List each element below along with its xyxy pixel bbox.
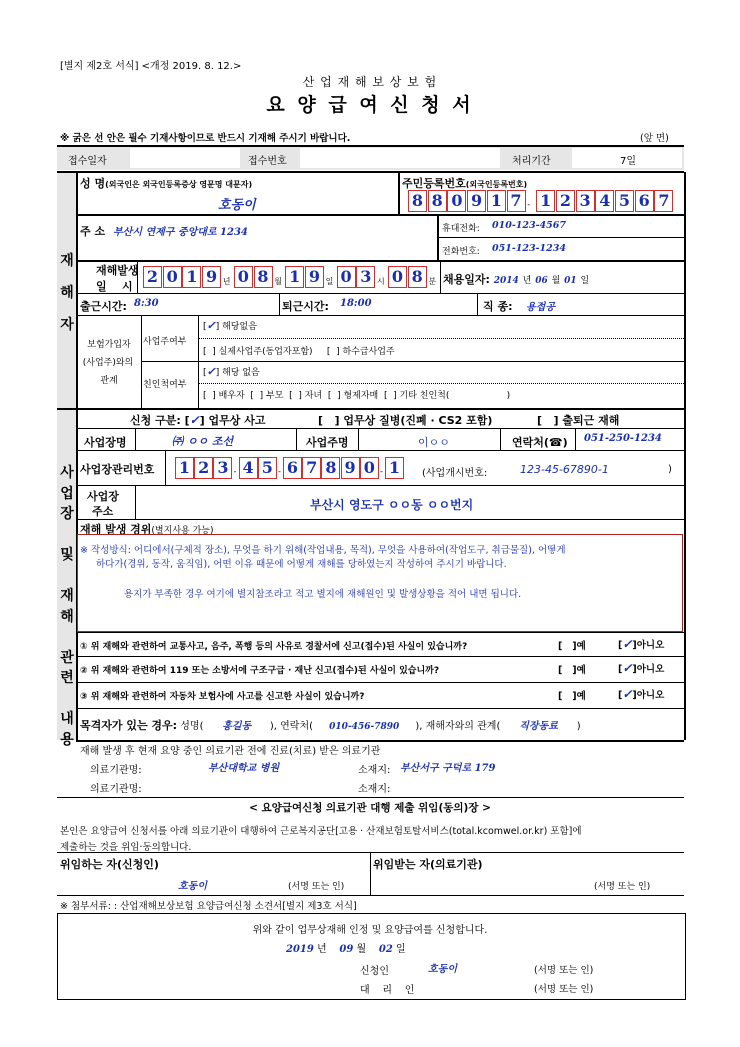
q2-no-check: ✓ <box>622 661 633 675</box>
accident-digit[interactable]: 9 <box>305 266 324 288</box>
accident-digit[interactable]: 9 <box>202 266 221 288</box>
type-disease-option[interactable]: [ ] 업무상 질병(진폐 · CS2 포함) <box>318 414 493 427</box>
start-time-label: 출근시간: <box>80 300 127 313</box>
owner-label: 사업주여부 <box>143 337 187 347</box>
receipt-no-label: 접수번호 <box>248 156 287 167</box>
required-notice: ※ 굵은 선 안은 필수 기재사항이므로 반드시 기재해 주시기 바랍니다. <box>60 133 351 144</box>
hire-year[interactable]: 2014 <box>493 276 519 286</box>
form-title: 요 양 급 여 신 청 서 <box>266 94 474 116</box>
mobile-value[interactable]: 010-123-4567 <box>492 220 566 231</box>
inst2-label: 의료기관명: <box>90 784 142 795</box>
name-note: (외국인은 외국인등록증상 영문명 대문자) <box>105 180 253 189</box>
agent-sign-note: (서명 또는 인) <box>534 984 594 995</box>
question-3: ③ 위 재해와 관련하여 자동차 보험사에 사고를 신고한 사실이 있습니까? <box>80 692 365 702</box>
accident-unit: 년 <box>222 277 231 286</box>
rrn-digit[interactable]: 7 <box>507 190 526 212</box>
section-worker-1: 재 <box>60 253 74 269</box>
phone-label: 전화번호: <box>442 247 480 257</box>
rrn-digit[interactable]: 0 <box>447 190 466 212</box>
rrn-note: (외국인등록번호) <box>465 180 528 189</box>
accident-digit[interactable]: 8 <box>254 266 273 288</box>
q3-no-label: 아니오 <box>636 690 665 701</box>
rrn-digit[interactable]: 6 <box>635 190 654 212</box>
sign-day-unit: 일 <box>396 944 406 955</box>
phone-value[interactable]: 051-123-1234 <box>492 243 566 254</box>
mgmt-separator: - <box>380 467 383 476</box>
applicant-label: 신청인 <box>360 966 389 977</box>
section-worker-2: 해 <box>60 285 74 301</box>
page-side: (앞 면) <box>640 133 669 144</box>
start-no[interactable]: 123-45-67890-1 <box>520 463 609 476</box>
process-note: (별지사용 가능) <box>151 526 214 536</box>
biz-addr-label-1: 사업장 <box>87 490 119 503</box>
biz-name-label: 사업장명 <box>84 436 127 449</box>
sign-year[interactable]: 2019 <box>286 944 314 955</box>
day-unit: 일 <box>580 276 590 286</box>
q2-no[interactable]: [✓]아니오 <box>618 661 665 675</box>
type-accident-check[interactable]: ✓ <box>189 413 200 427</box>
accident-digit[interactable]: 0 <box>163 266 182 288</box>
mgmt-digit[interactable]: 0 <box>360 457 379 479</box>
witness-contact-label: ), 연락처( <box>269 721 314 732</box>
job-label: 직 종: <box>483 300 513 313</box>
medical-text: 재해 발생 후 현재 요양 중인 의료기관 전에 진료(치료) 받은 의료기관 <box>80 746 381 757</box>
section-business-char: 해 <box>60 608 74 625</box>
accident-label-1: 재해발생 <box>96 264 139 277</box>
witness-label: 목격자가 있는 경우: <box>80 719 178 732</box>
delegator-sign-note: (서명 또는 인) <box>288 882 345 892</box>
accident-digit[interactable]: 0 <box>234 266 253 288</box>
q2-no-label: 아니오 <box>636 664 665 675</box>
section-business-char: 업 <box>60 485 74 502</box>
job-value[interactable]: 용접공 <box>526 302 555 313</box>
biz-name[interactable]: ㈜ ㅇㅇ 조선 <box>172 435 234 448</box>
witness-name[interactable]: 홍길동 <box>222 721 252 732</box>
witness-relation[interactable]: 직장동료 <box>519 721 558 732</box>
sign-month[interactable]: 09 <box>339 944 354 955</box>
q1-no-check: ✓ <box>622 637 633 651</box>
attachment-note: ※ 첨부서류: : 산업재해보상보험 요양급여신청 소견서[별지 제3호 서식] <box>60 901 357 912</box>
q2-yes[interactable]: [ ]예 <box>558 665 586 676</box>
biz-addr-label-2: 주소 <box>92 505 114 518</box>
type-commute-option[interactable]: [ ] 출퇴근 재해 <box>537 414 620 427</box>
rrn-digit[interactable]: 7 <box>654 190 673 212</box>
mgmt-digit[interactable]: 8 <box>321 457 340 479</box>
rrn-digit[interactable]: 3 <box>576 190 595 212</box>
inst1-location[interactable]: 부산서구 구덕로 179 <box>400 763 496 774</box>
request-type-label: 신청 구분: <box>130 414 181 427</box>
section-business-char: 재 <box>60 588 74 604</box>
processing-period: 7일 <box>620 156 637 167</box>
relative-none-check[interactable]: ✓ <box>206 365 216 378</box>
q1-yes[interactable]: [ ]예 <box>558 641 586 652</box>
section-worker-3: 자 <box>60 317 74 333</box>
q3-yes[interactable]: [ ]예 <box>558 691 586 702</box>
section-business-char: 관 <box>60 649 74 666</box>
rrn-digit[interactable]: 4 <box>595 190 614 212</box>
guide-1: ※ 작성방식: 어디에서(구체적 장소), 무엇을 하기 위해(작업내용, 목적), 무엇을 사용하여(작업도구, 취급물질), 어떻게 <box>80 545 566 556</box>
delegation-text-1: 본인은 요양급여 신청서를 아래 의료기관이 대행하여 근로복지공단[고용 · 산재보험토탈서비스(total.kcomwel.or.kr) 포함]에 <box>60 826 582 837</box>
accident-digit[interactable]: 0 <box>337 266 356 288</box>
question-1: ① 위 재해와 관련하여 교통사고, 음주, 폭행 등의 사유로 경찰서에 신고(접수)된 사실이 있습니까? <box>80 642 468 652</box>
form-number: [별지 제2호 서식] <개정 2019. 8. 12.> <box>60 61 242 72</box>
section-business-char: 용 <box>60 731 74 748</box>
rrn-digit[interactable]: 8 <box>428 190 447 212</box>
sign-month-unit: 월 <box>356 944 367 955</box>
inst1-label: 의료기관명: <box>90 765 142 776</box>
relative-none-label: 해당 없음 <box>222 368 260 378</box>
start-time[interactable]: 8:30 <box>134 298 159 309</box>
accident-digit[interactable]: 0 <box>388 266 407 288</box>
mgmt-digit[interactable]: 2 <box>194 457 213 479</box>
insured-label-3: 관계 <box>100 376 118 386</box>
contact-value[interactable]: 051-250-1234 <box>584 433 662 444</box>
rrn-digit[interactable]: 1 <box>487 190 506 212</box>
month-unit: 월 <box>551 276 561 286</box>
address-label: 주 소 <box>80 225 106 238</box>
mgmt-digit[interactable]: 5 <box>258 457 277 479</box>
rrn-digit[interactable]: 8 <box>408 190 427 212</box>
sign-year-unit: 년 <box>317 944 327 955</box>
witness-contact[interactable]: 010-456-7890 <box>329 722 400 732</box>
q3-no-check: ✓ <box>622 687 633 701</box>
delegatee-label: 위임받는 자(의료기관) <box>373 858 483 871</box>
mgmt-digit[interactable]: 6 <box>283 457 302 479</box>
year-unit: 년 <box>522 276 532 286</box>
owner-options[interactable]: [ ] 실제사업주(동업자포함) [ ] 하수급사업주 <box>203 347 395 357</box>
mgmt-no-label: 사업장관리번호 <box>80 463 155 476</box>
mgmt-digit[interactable]: 1 <box>385 457 404 479</box>
guide-3: 용지가 부족한 경우 여기에 별지참조라고 적고 별지에 재해원인 및 발생상황을 적어 내면 됩니다. <box>124 589 522 600</box>
mobile-label: 휴대전화: <box>442 224 480 234</box>
start-no-label: (사업개시번호: <box>422 468 488 479</box>
receipt-date-label: 접수일자 <box>68 156 107 167</box>
delegatee-sign-note: (서명 또는 인) <box>594 882 651 892</box>
witness-name-label: 성명( <box>180 721 204 732</box>
guide-2: 하다가(경위, 동작, 움직임), 어떤 이유 때문에 어떻게 재해를 당하였는지 작성하여 주시기 바랍니다. <box>96 559 507 570</box>
biz-address[interactable]: 부산시 영도구 ㅇㅇ동 ㅇㅇ번지 <box>310 498 474 512</box>
rrn-separator: - <box>527 200 531 209</box>
relative-options[interactable]: [ ] 배우자 [ ] 부모 [ ] 자녀 [ ] 형제자매 [ ] 기타 친인척( ) <box>203 391 511 401</box>
accident-digit[interactable]: 1 <box>285 266 304 288</box>
mgmt-digit[interactable]: 4 <box>239 457 258 479</box>
hire-day[interactable]: 01 <box>564 276 577 286</box>
delegator-label: 위임하는 자(신청인) <box>60 858 159 871</box>
accident-digit[interactable]: 1 <box>182 266 201 288</box>
mgmt-digit[interactable]: 1 <box>175 457 194 479</box>
accident-unit: 분 <box>428 277 437 286</box>
accident-digit[interactable]: 2 <box>143 266 162 288</box>
relative-label: 친인척여부 <box>143 380 187 390</box>
form-subtitle: 산 업 재 해 보 상 보 험 <box>302 75 438 89</box>
q1-no-label: 아니오 <box>636 640 665 651</box>
sign-day[interactable]: 02 <box>378 944 393 955</box>
process-label: 재해 발생 경위 <box>80 523 152 536</box>
applicant-sign-note: (서명 또는 인) <box>534 965 594 976</box>
accident-unit: 일 <box>325 277 334 286</box>
accident-unit: 시 <box>377 277 385 286</box>
rrn-digit[interactable]: 2 <box>556 190 575 212</box>
owner-none-label: 해당없음 <box>222 322 257 332</box>
inst2-loc-label: 소재지: <box>358 784 391 795</box>
witness-close: ) <box>576 721 581 732</box>
mgmt-separator: - <box>278 467 281 476</box>
section-business-char: 련 <box>60 670 74 686</box>
agent-label: 대 리 인 <box>360 985 415 996</box>
contact-label: 연락처(☎) <box>512 436 568 449</box>
hire-label: 채용일자: <box>443 273 490 286</box>
applicant-name[interactable]: 호동이 <box>428 964 457 975</box>
owner-none-check[interactable]: ✓ <box>206 319 216 332</box>
rrn-label: 주민등록번호 <box>402 177 466 190</box>
rrn-digit[interactable]: 9 <box>467 190 486 212</box>
delegator-signature[interactable]: 호동이 <box>178 881 207 892</box>
mgmt-digit[interactable]: 7 <box>302 457 321 479</box>
delegation-text-2: 제출하는 것을 위임·동의합니다. <box>60 842 192 853</box>
accident-digit[interactable]: 3 <box>356 266 375 288</box>
rrn-digit[interactable]: 1 <box>536 190 555 212</box>
accident-digit[interactable]: 8 <box>408 266 427 288</box>
worker-name[interactable]: 호동이 <box>218 198 256 213</box>
declaration-text: 위와 같이 업무상재해 인정 및 요양급여를 신청합니다. <box>252 925 488 936</box>
section-business-char: 사 <box>60 465 74 481</box>
q3-no[interactable]: [✓]아니오 <box>618 687 665 701</box>
processing-period-label: 처리기간 <box>512 156 551 167</box>
question-2: ② 위 재해와 관련하여 119 또는 소방서에 구조구급 · 재난 신고(접수)된 사실이 있습니까? <box>80 666 440 676</box>
mgmt-digit[interactable]: 9 <box>341 457 360 479</box>
owner-name-label: 사업주명 <box>306 436 349 449</box>
delegation-title: < 요양급여신청 의료기관 대행 제출 위임(동의)장 > <box>249 802 491 814</box>
inst1-name[interactable]: 부산대학교 병원 <box>208 763 280 774</box>
accident-label-2: 일 시 <box>96 280 133 293</box>
insured-label-2: (사업주)와의 <box>82 358 134 368</box>
hire-month[interactable]: 06 <box>535 276 548 286</box>
section-business-char: 내 <box>60 711 74 727</box>
type-accident-label: 업무상 사고 <box>208 414 266 427</box>
insured-label-1: 보험가입자 <box>87 340 131 350</box>
rrn-digit[interactable]: 5 <box>615 190 634 212</box>
start-no-close: ) <box>668 464 672 475</box>
q1-no[interactable]: [✓]아니오 <box>618 637 665 651</box>
end-time-label: 퇴근시간: <box>282 300 329 313</box>
end-time[interactable]: 18:00 <box>340 298 372 309</box>
mgmt-digit[interactable]: 3 <box>213 457 232 479</box>
witness-rel-label: ), 재해자와의 관계( <box>415 721 501 732</box>
section-business-char: 장 <box>60 506 74 522</box>
name-label: 성 명 <box>80 177 106 190</box>
accident-unit: 월 <box>274 277 282 286</box>
section-business-char: 및 <box>60 547 74 563</box>
inst1-loc-label: 소재지: <box>358 765 391 776</box>
mgmt-separator: - <box>233 467 237 476</box>
owner-name[interactable]: 이ㅇㅇ <box>418 436 450 449</box>
worker-address[interactable]: 부산시 연제구 중앙대로 1234 <box>113 227 248 238</box>
